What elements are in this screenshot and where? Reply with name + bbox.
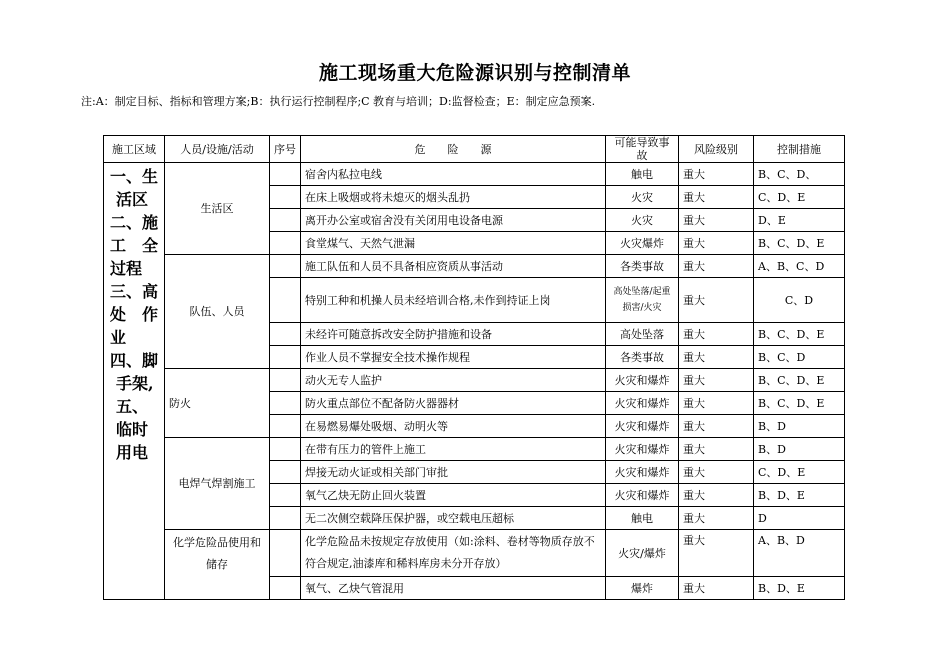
seq-cell	[270, 323, 301, 346]
measures-cell: C、D、E	[754, 461, 845, 484]
accident-cell: 火灾和爆炸	[606, 369, 679, 392]
zone-line: 一、生	[110, 167, 159, 186]
header-measures: 控制措施	[754, 136, 845, 163]
zone-line: 临时	[116, 420, 149, 439]
risk-cell: 重大	[679, 484, 754, 507]
accident-cell: 火灾和爆炸	[606, 392, 679, 415]
accident-cell: 火灾和爆炸	[606, 438, 679, 461]
hazard-cell: 动火无专人监护	[301, 369, 606, 392]
risk-cell: 重大	[679, 186, 754, 209]
seq-cell	[270, 438, 301, 461]
accident-cell: 火灾和爆炸	[606, 461, 679, 484]
seq-cell	[270, 346, 301, 369]
hazard-cell: 氧气乙炔无防止回火装置	[301, 484, 606, 507]
hazard-cell: 防火重点部位不配备防火器器材	[301, 392, 606, 415]
seq-cell	[270, 186, 301, 209]
measures-cell: B、C、D、E	[754, 232, 845, 255]
zone-line: 四、脚	[110, 351, 159, 370]
hazard-cell: 食堂煤气、天然气泄漏	[301, 232, 606, 255]
hazard-cell: 未经许可随意拆改安全防护措施和设备	[301, 323, 606, 346]
seq-cell	[270, 369, 301, 392]
measures-cell: B、D、E	[754, 577, 845, 600]
measures-cell: A、B、C、D	[754, 255, 845, 278]
hazard-table	[103, 135, 845, 600]
risk-cell: 重大	[679, 461, 754, 484]
accident-cell: 火灾爆炸	[606, 232, 679, 255]
seq-cell	[270, 577, 301, 600]
hazard-cell: 在易燃易爆处吸烟、动明火等	[301, 415, 606, 438]
hazard-cell: 离开办公室或宿舍没有关闭用电设备电源	[301, 209, 606, 232]
hazard-cell: 化学危险品未按规定存放使用（如:涂料、卷材等物质存放不符合规定,油漆库和稀料库房未分开存放）	[301, 530, 606, 577]
risk-cell: 重大	[679, 209, 754, 232]
hazard-cell: 宿舍内私拉电线	[301, 163, 606, 186]
seq-cell	[270, 278, 301, 323]
measures-cell: C、D	[754, 278, 845, 323]
table-row	[104, 438, 845, 461]
seq-cell	[270, 209, 301, 232]
risk-cell: 重大	[679, 278, 754, 323]
group-team-personnel: 队伍、人员	[165, 255, 270, 369]
measures-cell: B、D	[754, 438, 845, 461]
page-title: 施工现场重大危险源识别与控制清单	[318, 62, 631, 84]
seq-cell	[270, 530, 301, 577]
accident-cell: 爆炸	[606, 577, 679, 600]
risk-cell: 重大	[679, 346, 754, 369]
zone-line: 过程	[110, 259, 143, 278]
hazard-cell: 在床上吸烟或将未熄灭的烟头乱扔	[301, 186, 606, 209]
table-row	[104, 163, 845, 186]
measures-cell: B、D、E	[754, 484, 845, 507]
table-row	[104, 255, 845, 278]
seq-cell	[270, 392, 301, 415]
measures-cell: D	[754, 507, 845, 530]
risk-cell: 重大	[679, 507, 754, 530]
hazard-cell: 特别工种和机操人员未经培训合格,未作到持证上岗	[301, 278, 606, 323]
hazard-cell: 施工队伍和人员不具备相应资质从事活动	[301, 255, 606, 278]
header-hazard: 危 险 源	[301, 136, 606, 163]
risk-cell: 重大	[679, 392, 754, 415]
measures-cell: B、C、D、E	[754, 369, 845, 392]
measures-cell: B、C、D、	[754, 163, 845, 186]
table-row	[104, 369, 845, 392]
measures-cell: B、C、D、E	[754, 323, 845, 346]
risk-cell: 重大	[679, 323, 754, 346]
header-activity: 人员/设施/活动	[165, 136, 270, 163]
group-chemicals: 化学危险品使用和储存	[165, 530, 270, 600]
seq-cell	[270, 484, 301, 507]
header-seq: 序号	[270, 136, 301, 163]
risk-cell: 重大	[679, 232, 754, 255]
hazard-cell: 焊接无动火证或相关部门审批	[301, 461, 606, 484]
hazard-cell: 作业人员不掌握安全技术操作规程	[301, 346, 606, 369]
header-zone: 施工区域	[104, 136, 165, 163]
legend-note: 注:A：制定目标、指标和管理方案;B：执行运行控制程序;C 教育与培训；D:监督检查；E：制定应急预案.	[81, 95, 596, 108]
zone-line: 二、施	[110, 213, 159, 232]
risk-cell: 重大	[679, 530, 754, 577]
accident-cell: 火灾和爆炸	[606, 415, 679, 438]
seq-cell	[270, 163, 301, 186]
measures-cell: B、C、D	[754, 346, 845, 369]
zone-line: 工 全	[110, 236, 159, 255]
measures-cell: B、C、D、E	[754, 392, 845, 415]
measures-cell: A、B、D	[754, 530, 845, 577]
accident-cell: 火灾	[606, 186, 679, 209]
measures-cell: C、D、E	[754, 186, 845, 209]
zone-line: 五、	[116, 397, 149, 416]
risk-cell: 重大	[679, 163, 754, 186]
hazard-cell: 在带有压力的管件上施工	[301, 438, 606, 461]
zone-line: 处 作	[110, 305, 159, 324]
hazard-cell: 氧气、乙炔气管混用	[301, 577, 606, 600]
accident-cell: 高处坠落	[606, 323, 679, 346]
group-fire-prevention: 防火	[165, 369, 270, 438]
zone-line: 业	[110, 328, 127, 347]
table-row	[104, 530, 845, 577]
accident-cell: 火灾和爆炸	[606, 484, 679, 507]
seq-cell	[270, 255, 301, 278]
header-row	[104, 136, 845, 163]
accident-cell: 火灾	[606, 209, 679, 232]
seq-cell	[270, 461, 301, 484]
zone-line: 三、高	[110, 282, 159, 301]
measures-cell: B、D	[754, 415, 845, 438]
zone-cell	[104, 163, 165, 600]
seq-cell	[270, 415, 301, 438]
accident-cell: 高处坠落/起重损害/火灾	[606, 278, 679, 323]
zone-line: 活区	[116, 190, 149, 209]
header-risk: 风险级别	[679, 136, 754, 163]
risk-cell: 重大	[679, 577, 754, 600]
seq-cell	[270, 232, 301, 255]
zone-line: 手架,	[116, 374, 154, 393]
measures-cell: D、E	[754, 209, 845, 232]
group-welding: 电焊气焊割施工	[165, 438, 270, 530]
hazard-cell: 无二次侧空载降压保护器，或空载电压超标	[301, 507, 606, 530]
risk-cell: 重大	[679, 369, 754, 392]
seq-cell	[270, 507, 301, 530]
risk-cell: 重大	[679, 415, 754, 438]
risk-cell: 重大	[679, 255, 754, 278]
risk-cell: 重大	[679, 438, 754, 461]
header-accident: 可能导致事故	[606, 136, 679, 163]
accident-cell: 各类事故	[606, 255, 679, 278]
accident-cell: 触电	[606, 163, 679, 186]
accident-cell: 触电	[606, 507, 679, 530]
accident-cell: 火灾/爆炸	[606, 530, 679, 577]
zone-line: 用电	[116, 443, 149, 462]
accident-cell: 各类事故	[606, 346, 679, 369]
group-living-area: 生活区	[165, 163, 270, 255]
